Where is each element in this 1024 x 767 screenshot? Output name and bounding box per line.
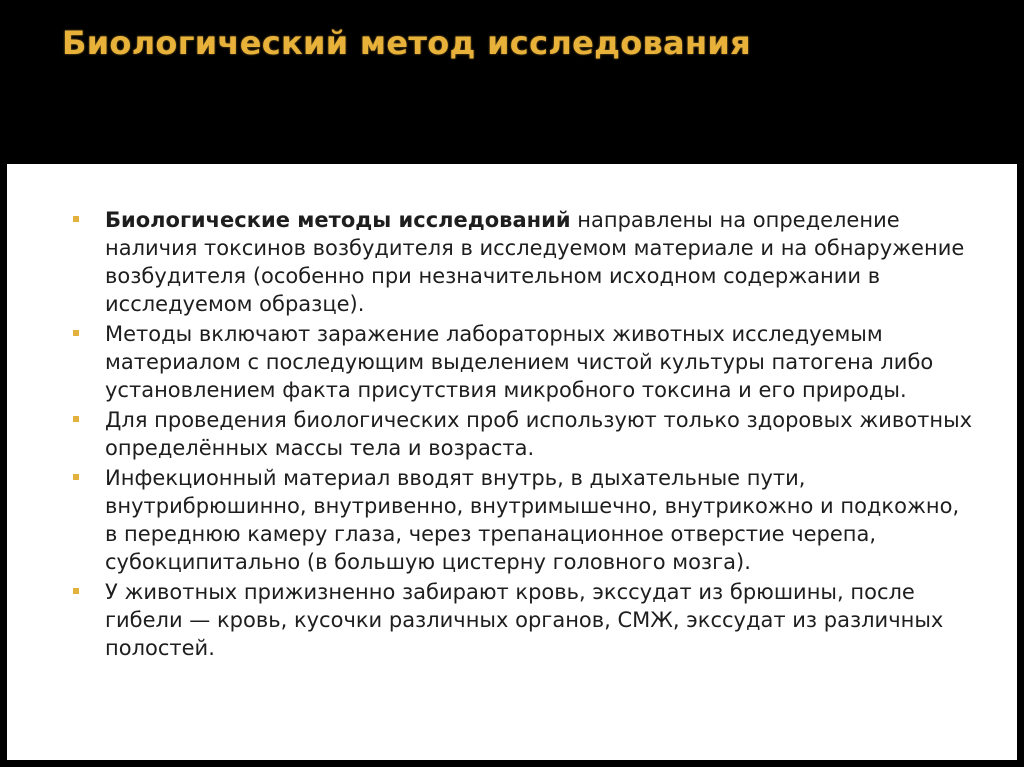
bullet-item <box>73 320 973 404</box>
bullet-text: У животных прижизненно забирают кровь, экссудат из брюшины, после гибели — кровь, кусочки различных органов, СМЖ, экссудат из различных полостей. <box>105 580 944 660</box>
bullet-list <box>73 206 973 664</box>
bullet-text: Методы включают заражение лабораторных животных исследуемым материалом с последующим выделением чистой культуры патогена либо установлением факта присутствия микробного токсина и его природы. <box>105 322 934 402</box>
square-bullet-icon <box>73 474 79 480</box>
square-bullet-icon <box>73 588 79 594</box>
content-panel <box>7 164 1017 760</box>
square-bullet-icon <box>73 416 79 422</box>
bullet-text: направлены на определение наличия токсинов возбудителя в исследуемом материале и на обнаружение возбудителя (особенно при незначительном исходном содержании в исследуемом образце). <box>105 208 965 316</box>
slide-title: Биологический метод исследования <box>62 24 751 62</box>
bullet-item <box>73 464 973 576</box>
bullet-item <box>73 206 973 318</box>
bullet-lead: Биологические методы исследований <box>105 208 571 232</box>
bullet-item <box>73 578 973 662</box>
square-bullet-icon <box>73 216 79 222</box>
square-bullet-icon <box>73 330 79 336</box>
bullet-text: Для проведения биологических проб используют только здоровых животных определённых массы тела и возраста. <box>105 408 973 460</box>
bullet-item <box>73 406 973 462</box>
title-bar <box>0 0 1024 160</box>
bullet-text: Инфекционный материал вводят внутрь, в дыхательные пути, внутрибрюшинно, внутривенно, внутримышечно, внутрикожно и подкожно, в переднюю камеру глаза, через трепанационное отверстие черепа, субокципитально (в большую цистерну головного мозга). <box>105 466 960 574</box>
